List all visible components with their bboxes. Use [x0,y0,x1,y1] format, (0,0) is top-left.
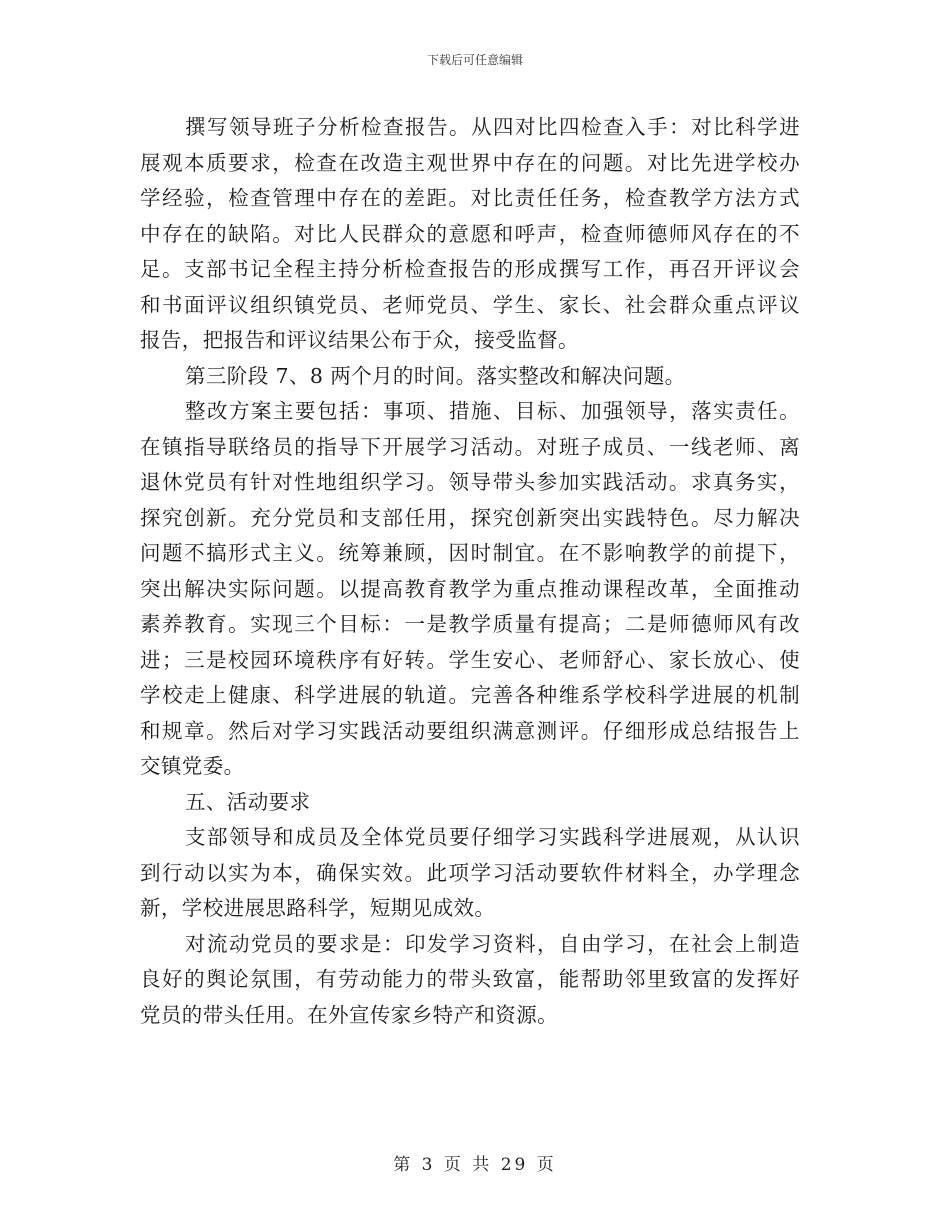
text-line: 报告，把报告和评议结果公布于众，接受监督。 [140,328,579,352]
text-line: 支部领导和成员及全体党员要仔细学习实践科学进展观，从认识 [185,825,800,849]
text-line: 在镇指导联络员的指导下开展学习活动。对班子成员、一线老师、离 [140,434,800,459]
section-heading: 五、活动要求 [185,789,311,814]
text-line: 展观本质要求，检查在改造主观世界中存在的问题。对比先进学校办 [140,150,800,175]
text-line: 探究创新。充分党员和支部任用，探究创新突出实践特色。尽力解决 [140,505,800,530]
document-body [140,110,800,1033]
text-line: 党员的带头任用。在外宣传家乡特产和资源。 [140,1002,558,1027]
page-header-note: 下载后可任意编辑 [426,53,523,67]
page-number: 第 3 页 共 29 页 [393,1155,557,1175]
text-line: 和书面评议组织镇党员、老师党员、学生、家长、社会群众重点评议 [140,292,800,317]
text-line: 良好的舆论氛围，有劳动能力的带头致富，能帮助邻里致富的发挥好 [140,967,800,991]
text-line: 学校走上健康、科学进展的轨道。完善各种维系学校科学进展的机制 [140,683,800,707]
text-line: 交镇党委。 [140,754,245,778]
text-line: 退休党员有针对性地组织学习。领导带头参加实践活动。求真务实， [140,470,800,494]
text-line: 和规章。然后对学习实践活动要组织满意测评。仔细形成总结报告上 [140,718,800,743]
text-line: 足。支部书记全程主持分析检查报告的形成撰写工作，再召开评议会 [140,257,800,281]
text-line: 撰写领导班子分析检查报告。从四对比四检查入手：对比科学进 [185,115,800,139]
text-line: 到行动以实为本，确保实效。此项学习活动要软件材料全，办学理念 [140,860,800,885]
text-line: 进；三是校园环境秩序有好转。学生安心、老师舒心、家长放心、使 [140,647,800,672]
text-line: 素养教育。实现三个目标：一是教学质量有提高；二是师德师风有改 [140,612,800,636]
text-line: 突出解决实际问题。以提高教育教学为重点推动课程改革，全面推动 [140,576,800,601]
text-line: 问题不搞形式主义。统筹兼顾，因时制宜。在不影响教学的前提下， [140,541,800,565]
text-line: 整改方案主要包括：事项、措施、目标、加强领导，落实责任。 [185,399,800,423]
text-line: 学经验，检查管理中存在的差距。对比责任任务，检查教学方法方式 [140,186,800,210]
text-line: 中存在的缺陷。对比人民群众的意愿和呼声，检查师德师风存在的不 [140,221,800,246]
text-line: 第三阶段 7、8 两个月的时间。落实整改和解决问题。 [185,363,686,388]
text-line: 对流动党员的要求是：印发学习资料，自由学习，在社会上制造 [185,931,800,956]
text-line: 新，学校进展思路科学，短期见成效。 [140,896,496,920]
